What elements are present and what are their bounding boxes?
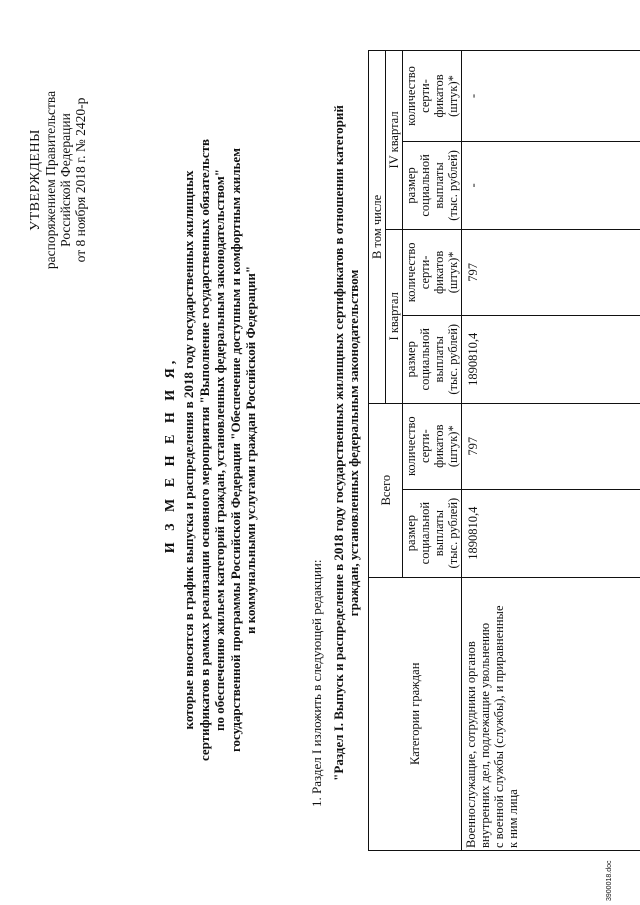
paragraph-1: 1. Раздел I изложить в следующей редакции: [309, 559, 324, 807]
header-cert-count [403, 403, 462, 489]
header-text-line: количество [404, 66, 418, 126]
category-text-line: Военнослужащие, сотрудники органов [464, 641, 478, 848]
header-in-that-number: В том числе [369, 51, 386, 404]
header-cert-count [403, 229, 462, 315]
header-text-line: выплаты [432, 162, 446, 209]
header-text-line: социальной [418, 328, 432, 391]
header-text-line: социальной [418, 154, 432, 217]
header-text-line: выплаты [432, 509, 446, 557]
subtitle-line: которые вносятся в график выпуска и распределения в 2018 году государственных жилищных [181, 170, 196, 730]
category-text-line: к ним лица [506, 789, 520, 848]
section-heading [331, 63, 361, 823]
certificates-table [368, 50, 640, 851]
header-text-line: (тыс. рублей) [446, 150, 460, 221]
header-q1: I квартал [386, 229, 403, 403]
total-payment-cell: 1890810,4 [462, 489, 640, 577]
header-text-line: (штук)* [446, 251, 460, 294]
document-subtitle [181, 105, 259, 795]
section-heading-line-2: граждан, установленных федеральным законодательством [346, 269, 361, 617]
header-text-line: (штук)* [446, 75, 460, 117]
header-text-line: (штук)* [446, 425, 460, 468]
approval-line-3: от 8 ноября 2018 г. № 2420-р [73, 97, 88, 263]
header-payment-size [403, 315, 462, 403]
file-code: 3900018.doc [606, 860, 613, 901]
header-text-line: фикатов [432, 250, 446, 295]
section-heading-line-1: "Раздел I. Выпуск и распределение в 2018 году государственных жилищных сертификатов в отношении категорий [331, 105, 346, 781]
approval-heading: УТВЕРЖДЕНЫ [28, 129, 43, 231]
total-count-cell: 797 [462, 403, 640, 489]
subtitle-line: государственной программы Российской Федерации "Обеспечение доступным и комфортным жильем [227, 147, 243, 753]
header-categories: Категории граждан [369, 577, 462, 850]
header-text-line: фикатов [432, 424, 446, 468]
q4-count-cell: - [462, 51, 640, 142]
subtitle-line: сертификатов в рамках реализации основного мероприятия "Выполнение государственных обязательств [196, 139, 212, 762]
q1-payment-cell: 1890810,4 [462, 315, 640, 403]
approval-line-2: Российской Федерации [58, 113, 73, 247]
approval-line-1: распоряжением Правительства [43, 90, 58, 270]
header-payment-size [403, 489, 462, 577]
header-text-line: размер [404, 514, 418, 552]
table-row [462, 51, 640, 851]
header-text-line: серти- [418, 79, 432, 113]
header-text-line: серти- [418, 255, 432, 290]
category-text-line: внутренних дел, подлежащие увольнению [478, 622, 492, 848]
header-text-line: (тыс. рублей) [446, 323, 460, 395]
document-title: И З М Е Н Е Н И Я, [163, 356, 178, 554]
approval-block [28, 60, 88, 300]
q4-payment-cell: - [462, 141, 640, 229]
subtitle-line: и коммунальными услугами граждан Российской Федерации" [243, 265, 258, 635]
category-text-line: с военной службы (службы), и приравненные [492, 605, 506, 848]
header-text-line: размер [404, 341, 418, 378]
header-text-line: (тыс. рублей) [446, 497, 460, 569]
header-text-line: количество [404, 242, 418, 303]
header-text-line: фикатов [432, 74, 446, 118]
subtitle-line: по обеспечению жильем категорий граждан, установленных федеральным законодательством" [212, 169, 227, 731]
header-cert-count [403, 51, 462, 142]
header-text-line: размер [404, 167, 418, 204]
q1-count-cell: 797 [462, 229, 640, 315]
header-text-line: социальной [418, 501, 432, 565]
header-payment-size [403, 141, 462, 229]
header-text-line: серти- [418, 429, 432, 464]
category-cell [462, 577, 640, 850]
header-total: Всего [369, 403, 403, 577]
header-q4: IV квартал [386, 51, 403, 230]
header-text-line: количество [404, 416, 418, 477]
header-text-line: выплаты [432, 336, 446, 383]
